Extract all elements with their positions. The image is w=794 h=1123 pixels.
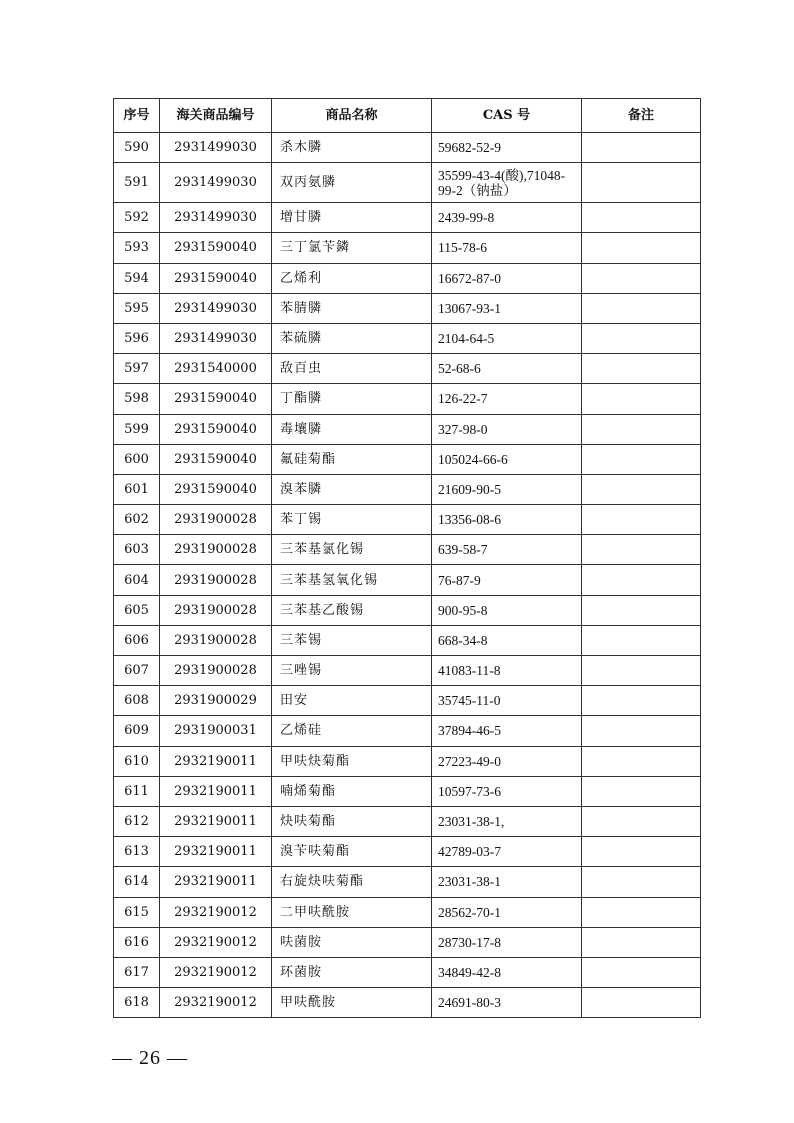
table-row: [114, 263, 701, 293]
table-row: [114, 686, 701, 716]
cell-code: 2931590040: [160, 444, 272, 474]
table-row: [114, 535, 701, 565]
cell-name: 三苯基氯化锡: [272, 535, 432, 565]
cell-code: 2931900029: [160, 686, 272, 716]
cell-cas: 126-22-7: [432, 384, 582, 414]
cell-cas: 34849-42-8: [432, 957, 582, 987]
cell-note: [582, 293, 701, 323]
cell-name: 丁酯膦: [272, 384, 432, 414]
cell-cas: 105024-66-6: [432, 444, 582, 474]
cell-name: 炔呋菊酯: [272, 806, 432, 836]
cell-name: 杀木膦: [272, 133, 432, 163]
cell-cas: 52-68-6: [432, 354, 582, 384]
cell-note: [582, 595, 701, 625]
cell-name: 田安: [272, 686, 432, 716]
cell-code: 2931900028: [160, 625, 272, 655]
cell-cas: 23031-38-1: [432, 867, 582, 897]
cell-seq: 614: [114, 867, 160, 897]
cell-cas: 28562-70-1: [432, 897, 582, 927]
table-row: [114, 474, 701, 504]
header-name: 商品名称: [272, 99, 432, 133]
cell-code: 2931590040: [160, 474, 272, 504]
table-row: [114, 293, 701, 323]
table-body: [114, 133, 701, 1018]
cell-code: 2932190012: [160, 897, 272, 927]
cell-seq: 598: [114, 384, 160, 414]
cell-note: [582, 806, 701, 836]
cell-code: 2931499030: [160, 163, 272, 203]
cell-seq: 604: [114, 565, 160, 595]
table-row: [114, 656, 701, 686]
cell-code: 2931590040: [160, 233, 272, 263]
cell-code: 2932190012: [160, 988, 272, 1018]
cell-note: [582, 686, 701, 716]
cell-code: 2931900028: [160, 565, 272, 595]
cell-seq: 611: [114, 776, 160, 806]
cell-cas: 13067-93-1: [432, 293, 582, 323]
cell-name: 溴苄呋菊酯: [272, 837, 432, 867]
cell-note: [582, 163, 701, 203]
cell-name: 三丁氯苄鏻: [272, 233, 432, 263]
cell-code: 2931499030: [160, 293, 272, 323]
cell-note: [582, 957, 701, 987]
cell-seq: 617: [114, 957, 160, 987]
table-row: [114, 384, 701, 414]
cell-cas: 24691-80-3: [432, 988, 582, 1018]
cell-note: [582, 474, 701, 504]
table-row: [114, 505, 701, 535]
cell-note: [582, 927, 701, 957]
cell-seq: 600: [114, 444, 160, 474]
cell-name: 三苯锡: [272, 625, 432, 655]
cell-seq: 608: [114, 686, 160, 716]
cell-note: [582, 323, 701, 353]
cell-seq: 618: [114, 988, 160, 1018]
cell-cas: 28730-17-8: [432, 927, 582, 957]
cell-seq: 605: [114, 595, 160, 625]
cell-seq: 592: [114, 203, 160, 233]
cell-cas: 900-95-8: [432, 595, 582, 625]
cell-name: 甲呋炔菊酯: [272, 746, 432, 776]
cell-seq: 599: [114, 414, 160, 444]
cell-code: 2931590040: [160, 384, 272, 414]
cell-name: 苯硫膦: [272, 323, 432, 353]
cell-code: 2932190011: [160, 776, 272, 806]
table-row: [114, 133, 701, 163]
cell-note: [582, 535, 701, 565]
cell-note: [582, 746, 701, 776]
cell-code: 2932190012: [160, 927, 272, 957]
cell-seq: 596: [114, 323, 160, 353]
table-header-row: [114, 99, 701, 133]
cell-note: [582, 716, 701, 746]
cell-cas: 115-78-6: [432, 233, 582, 263]
cell-note: [582, 203, 701, 233]
cell-seq: 606: [114, 625, 160, 655]
table-row: [114, 776, 701, 806]
cell-cas: 76-87-9: [432, 565, 582, 595]
cell-seq: 593: [114, 233, 160, 263]
table-row: [114, 354, 701, 384]
cell-note: [582, 263, 701, 293]
cell-seq: 616: [114, 927, 160, 957]
cell-name: 甲呋酰胺: [272, 988, 432, 1018]
cell-cas: 37894-46-5: [432, 716, 582, 746]
cell-name: 苯腈膦: [272, 293, 432, 323]
table-row: [114, 806, 701, 836]
cell-cas: 2439-99-8: [432, 203, 582, 233]
cell-name: 毒壤膦: [272, 414, 432, 444]
cell-note: [582, 625, 701, 655]
cell-code: 2932190011: [160, 837, 272, 867]
cell-cas: 59682-52-9: [432, 133, 582, 163]
cell-seq: 602: [114, 505, 160, 535]
cell-cas: 13356-08-6: [432, 505, 582, 535]
cell-cas: 10597-73-6: [432, 776, 582, 806]
cell-cas: 23031-38-1,: [432, 806, 582, 836]
cell-code: 2931499030: [160, 323, 272, 353]
cell-name: 增甘膦: [272, 203, 432, 233]
table-row: [114, 444, 701, 474]
cell-name: 呋菌胺: [272, 927, 432, 957]
cell-code: 2932190012: [160, 957, 272, 987]
cell-code: 2932190011: [160, 746, 272, 776]
cell-note: [582, 444, 701, 474]
cell-note: [582, 988, 701, 1018]
cell-code: 2931900028: [160, 535, 272, 565]
table-row: [114, 323, 701, 353]
cell-seq: 612: [114, 806, 160, 836]
cell-note: [582, 867, 701, 897]
cell-seq: 610: [114, 746, 160, 776]
cell-cas-line1: 35599-43-4(酸),71048-: [438, 167, 566, 183]
cell-cas: 668-34-8: [432, 625, 582, 655]
cell-name: 乙烯利: [272, 263, 432, 293]
chemicals-table: [113, 98, 701, 1018]
table-row: [114, 595, 701, 625]
table-row: [114, 837, 701, 867]
cell-seq: 609: [114, 716, 160, 746]
table-row: [114, 625, 701, 655]
cell-code: 2931900028: [160, 595, 272, 625]
table-row: [114, 957, 701, 987]
header-code: 海关商品编号: [160, 99, 272, 133]
table-row: [114, 414, 701, 444]
cell-note: [582, 384, 701, 414]
cell-code: 2931590040: [160, 263, 272, 293]
header-note: 备注: [582, 99, 701, 133]
cell-cas: 16672-87-0: [432, 263, 582, 293]
cell-seq: 615: [114, 897, 160, 927]
cell-name: 右旋炔呋菊酯: [272, 867, 432, 897]
cell-cas: 35745-11-0: [432, 686, 582, 716]
cell-code: 2931900031: [160, 716, 272, 746]
cell-code: 2931499030: [160, 133, 272, 163]
cell-cas: 42789-03-7: [432, 837, 582, 867]
cell-seq: 603: [114, 535, 160, 565]
cell-code: 2931900028: [160, 656, 272, 686]
cell-seq: 601: [114, 474, 160, 504]
cell-seq: 591: [114, 163, 160, 203]
cell-note: [582, 897, 701, 927]
cell-code: 2932190011: [160, 806, 272, 836]
table-row: [114, 716, 701, 746]
cell-note: [582, 133, 701, 163]
cell-note: [582, 354, 701, 384]
table-row: [114, 867, 701, 897]
header-seq: 序号: [114, 99, 160, 133]
cell-code: 2931499030: [160, 203, 272, 233]
cell-note: [582, 776, 701, 806]
cell-name: 三唑锡: [272, 656, 432, 686]
table-row: [114, 233, 701, 263]
cell-cas: 21609-90-5: [432, 474, 582, 504]
cell-seq: 594: [114, 263, 160, 293]
cell-note: [582, 233, 701, 263]
cell-code: 2931900028: [160, 505, 272, 535]
table-row: [114, 163, 701, 203]
cell-name: 敌百虫: [272, 354, 432, 384]
page-number: — 26 —: [112, 1047, 188, 1069]
table-row: [114, 565, 701, 595]
cell-seq: 613: [114, 837, 160, 867]
cell-seq: 607: [114, 656, 160, 686]
cell-code: 2932190011: [160, 867, 272, 897]
header-cas: CAS 号: [432, 99, 582, 133]
cell-code: 2931540000: [160, 354, 272, 384]
cell-name: 苯丁锡: [272, 505, 432, 535]
cell-name: 溴苯膦: [272, 474, 432, 504]
cell-note: [582, 505, 701, 535]
cell-name: 二甲呋酰胺: [272, 897, 432, 927]
table-row: [114, 746, 701, 776]
cell-seq: 597: [114, 354, 160, 384]
cell-cas: [432, 163, 582, 203]
cell-name: 环菌胺: [272, 957, 432, 987]
cell-cas: 639-58-7: [432, 535, 582, 565]
cell-cas-line2: 99-2（钠盐）: [438, 182, 517, 198]
cell-name: 双丙氨膦: [272, 163, 432, 203]
cell-name: 氟硅菊酯: [272, 444, 432, 474]
cell-seq: 595: [114, 293, 160, 323]
table-row: [114, 897, 701, 927]
cell-name: 三苯基氢氧化锡: [272, 565, 432, 595]
cell-note: [582, 414, 701, 444]
cell-name: 乙烯硅: [272, 716, 432, 746]
cell-cas: 2104-64-5: [432, 323, 582, 353]
table-row: [114, 927, 701, 957]
cell-cas: 27223-49-0: [432, 746, 582, 776]
cell-name: 喃烯菊酯: [272, 776, 432, 806]
table-row: [114, 988, 701, 1018]
cell-note: [582, 565, 701, 595]
cell-note: [582, 656, 701, 686]
cell-seq: 590: [114, 133, 160, 163]
cell-cas: 41083-11-8: [432, 656, 582, 686]
cell-cas: 327-98-0: [432, 414, 582, 444]
cell-code: 2931590040: [160, 414, 272, 444]
cell-name: 三苯基乙酸锡: [272, 595, 432, 625]
cell-note: [582, 837, 701, 867]
table-row: [114, 203, 701, 233]
